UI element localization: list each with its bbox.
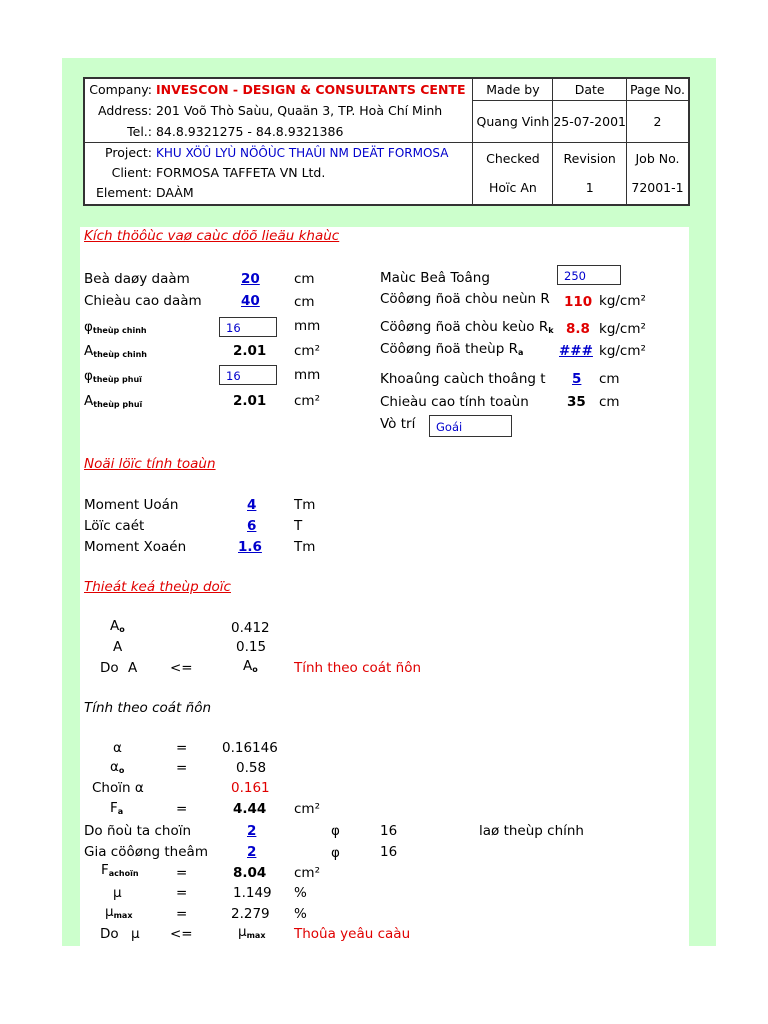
- address-label: Address:: [98, 103, 152, 118]
- a-main-label: $A_{theùp chinh}$: [84, 343, 147, 359]
- concrete-grade-input[interactable]: 250: [557, 265, 621, 285]
- tel-value: 84.8.9321275 - 84.8.9321386: [155, 124, 344, 139]
- width-value[interactable]: 20: [241, 271, 260, 287]
- a-sec-value: 2.01: [233, 393, 267, 409]
- company-name: INVESCON - DESIGN & CONSULTANTS CENTE: [155, 82, 466, 97]
- torsion-value[interactable]: 1.6: [238, 539, 262, 555]
- bars-dia: 16: [380, 823, 398, 839]
- add-bars-label: Gia cöôøng theâm: [84, 844, 208, 860]
- revision-value: 1: [585, 180, 594, 196]
- rn-label: Cöôøng ñoä chòu neùn R: [380, 291, 550, 307]
- revision-label: Revision: [563, 151, 616, 167]
- page-no-value: 2: [627, 100, 690, 143]
- shear-unit: T: [294, 518, 303, 534]
- do-mumax: $\mu_{max}$: [238, 924, 266, 940]
- mu-label: μ: [113, 885, 122, 901]
- bars-phi: φ: [331, 823, 340, 839]
- project-cell: [84, 143, 473, 205]
- date-label: Date: [553, 78, 627, 100]
- date-value: 25-07-2001: [553, 100, 627, 143]
- rn-value: 110: [564, 294, 593, 310]
- do-ao: $A_o$: [243, 658, 258, 674]
- ao-label: $A_o$: [110, 618, 125, 634]
- rk-value: 8.8: [566, 321, 590, 337]
- section-longitudinal-title: Thieát keá theùp doïc: [84, 579, 231, 595]
- company-label: Company:: [89, 82, 152, 97]
- alpha-o-eq: =: [176, 760, 188, 776]
- a-label: A: [113, 639, 123, 655]
- company-cell: [84, 78, 473, 100]
- do-mu: μ: [131, 926, 140, 942]
- bars-note: laø theùp chính: [479, 823, 584, 839]
- clear-cover-unit: cm: [599, 371, 620, 387]
- a-main-value: 2.01: [233, 343, 267, 359]
- do-mu-result: Thoûa yeâu caàu: [294, 926, 411, 942]
- add-bars-phi: φ: [331, 845, 340, 861]
- moment-value[interactable]: 4: [247, 497, 257, 513]
- address-value: 201 Voõ Thò Saùu, Quaän 3, TP. Hoà Chí Minh: [155, 103, 443, 118]
- width-label: Beà daøy daàm: [84, 271, 190, 287]
- checked-cell: [473, 143, 553, 205]
- checked-value: Hoïc An: [488, 180, 537, 196]
- alpha-label: α: [113, 740, 122, 756]
- bars-label: Do ñoù ta choïn: [84, 823, 192, 839]
- tel-label: Tel.:: [127, 124, 152, 139]
- project-label: Project:: [105, 145, 152, 161]
- job-no-label: Job No.: [635, 151, 680, 167]
- add-bars-dia: 16: [380, 844, 398, 860]
- checked-label: Checked: [486, 151, 540, 167]
- mumax-unit: %: [294, 906, 307, 922]
- moment-unit: Tm: [294, 497, 316, 513]
- alpha-o-label: $\alpha_o$: [110, 759, 125, 775]
- ra-label: Cöôøng ñoä theùp $R_a$: [380, 341, 524, 357]
- clear-cover-value[interactable]: 5: [572, 371, 582, 387]
- mumax-value: 2.279: [231, 906, 270, 922]
- fach-eq: =: [176, 865, 188, 881]
- choose-alpha-label: Choïn α: [92, 780, 144, 796]
- phi-sec-unit: mm: [294, 367, 321, 383]
- torsion-unit: Tm: [294, 539, 316, 555]
- a-main-unit: cm²: [294, 343, 320, 359]
- mumax-eq: =: [176, 906, 188, 922]
- rn-unit: kg/cm²: [599, 293, 646, 309]
- moment-label: Moment Uoán: [84, 497, 179, 513]
- mu-value: 1.149: [233, 885, 272, 901]
- job-no-cell: [627, 143, 690, 205]
- fa-unit: cm²: [294, 801, 320, 817]
- ra-unit: kg/cm²: [599, 343, 646, 359]
- shear-value[interactable]: 6: [247, 518, 257, 534]
- do-mu-op: <=: [170, 926, 193, 942]
- do-a: A: [128, 660, 138, 676]
- alpha-value: 0.16146: [222, 740, 278, 756]
- element-label: Element:: [96, 185, 152, 201]
- fa-label: $F_a$: [110, 800, 124, 816]
- torsion-label: Moment Xoaén: [84, 539, 187, 555]
- phi-main-unit: mm: [294, 318, 321, 334]
- height-label: Chieàu cao daàm: [84, 293, 202, 309]
- mu-unit: %: [294, 885, 307, 901]
- phi-main-input[interactable]: 16: [219, 317, 277, 337]
- phi-sec-label: $\varphi_{theùp phuï}$: [84, 368, 142, 384]
- client-label: Client:: [111, 165, 152, 181]
- height-value[interactable]: 40: [241, 293, 260, 309]
- position-label: Vò trí: [380, 416, 416, 432]
- mu-eq: =: [176, 885, 188, 901]
- phi-main-label: $\varphi_{theùp chinh}$: [84, 319, 147, 335]
- do-result-single: Tính theo coát ñôn: [294, 660, 422, 676]
- calc-height-unit: cm: [599, 394, 620, 410]
- element-value: DAÀM: [155, 185, 194, 201]
- a-sec-label: $A_{theùp phuï}$: [84, 393, 143, 409]
- project-value: KHU XÖÛ LYÙ NÖÔÙC THAÛI NM DEÄT FORMOSA: [155, 146, 449, 161]
- ra-value[interactable]: ###: [559, 343, 593, 359]
- address-cell: [84, 100, 473, 143]
- section-single-title: Tính theo coát ñôn: [84, 700, 212, 716]
- add-bars-value[interactable]: 2: [247, 844, 257, 860]
- calc-height-label: Chieàu cao tính toaùn: [380, 394, 529, 410]
- height-unit: cm: [294, 294, 315, 310]
- section-forces-title: Noäi löïc tính toaùn: [84, 456, 216, 472]
- title-block: [83, 77, 690, 206]
- phi-sec-input[interactable]: 16: [219, 365, 277, 385]
- job-no-value: 72001-1: [631, 180, 684, 196]
- page-no-label: Page No.: [627, 78, 690, 100]
- do-op: <=: [170, 660, 193, 676]
- fa-value: 4.44: [233, 801, 267, 817]
- a-sec-unit: cm²: [294, 393, 320, 409]
- client-value: FORMOSA TAFFETA VN Ltd.: [155, 165, 326, 181]
- made-by-label: Made by: [473, 78, 553, 100]
- shear-label: Löïc caét: [84, 518, 145, 534]
- revision-cell: [553, 143, 627, 205]
- section-dimensions-title: Kích thöôùc vaø caùc döõ lieäu khaùc: [84, 228, 340, 244]
- choose-alpha-value: 0.161: [231, 780, 270, 796]
- rk-label: Cöôøng ñoä chòu keùo $R_k$: [380, 319, 554, 335]
- alpha-eq: =: [176, 740, 188, 756]
- bars-value[interactable]: 2: [247, 823, 257, 839]
- made-by-value: Quang Vinh: [473, 100, 553, 143]
- a-value: 0.15: [236, 639, 267, 655]
- concrete-grade-label: Maùc Beâ Toâng: [380, 270, 490, 286]
- calc-height-value: 35: [567, 394, 586, 410]
- ao-value: 0.412: [231, 620, 270, 636]
- fach-label: $F_{achoïn}$: [101, 862, 139, 878]
- alpha-o-value: 0.58: [236, 760, 267, 776]
- fa-eq: =: [176, 801, 188, 817]
- rk-unit: kg/cm²: [599, 321, 646, 337]
- width-unit: cm: [294, 271, 315, 287]
- fach-value: 8.04: [233, 865, 267, 881]
- position-select[interactable]: Goái: [429, 415, 512, 437]
- do-label: Do: [100, 660, 119, 676]
- clear-cover-label: Khoaûng caùch thoâng t: [380, 371, 546, 387]
- do-mu-label: Do: [100, 926, 119, 942]
- fach-unit: cm²: [294, 865, 320, 881]
- mumax-label: $\mu_{max}$: [105, 904, 133, 920]
